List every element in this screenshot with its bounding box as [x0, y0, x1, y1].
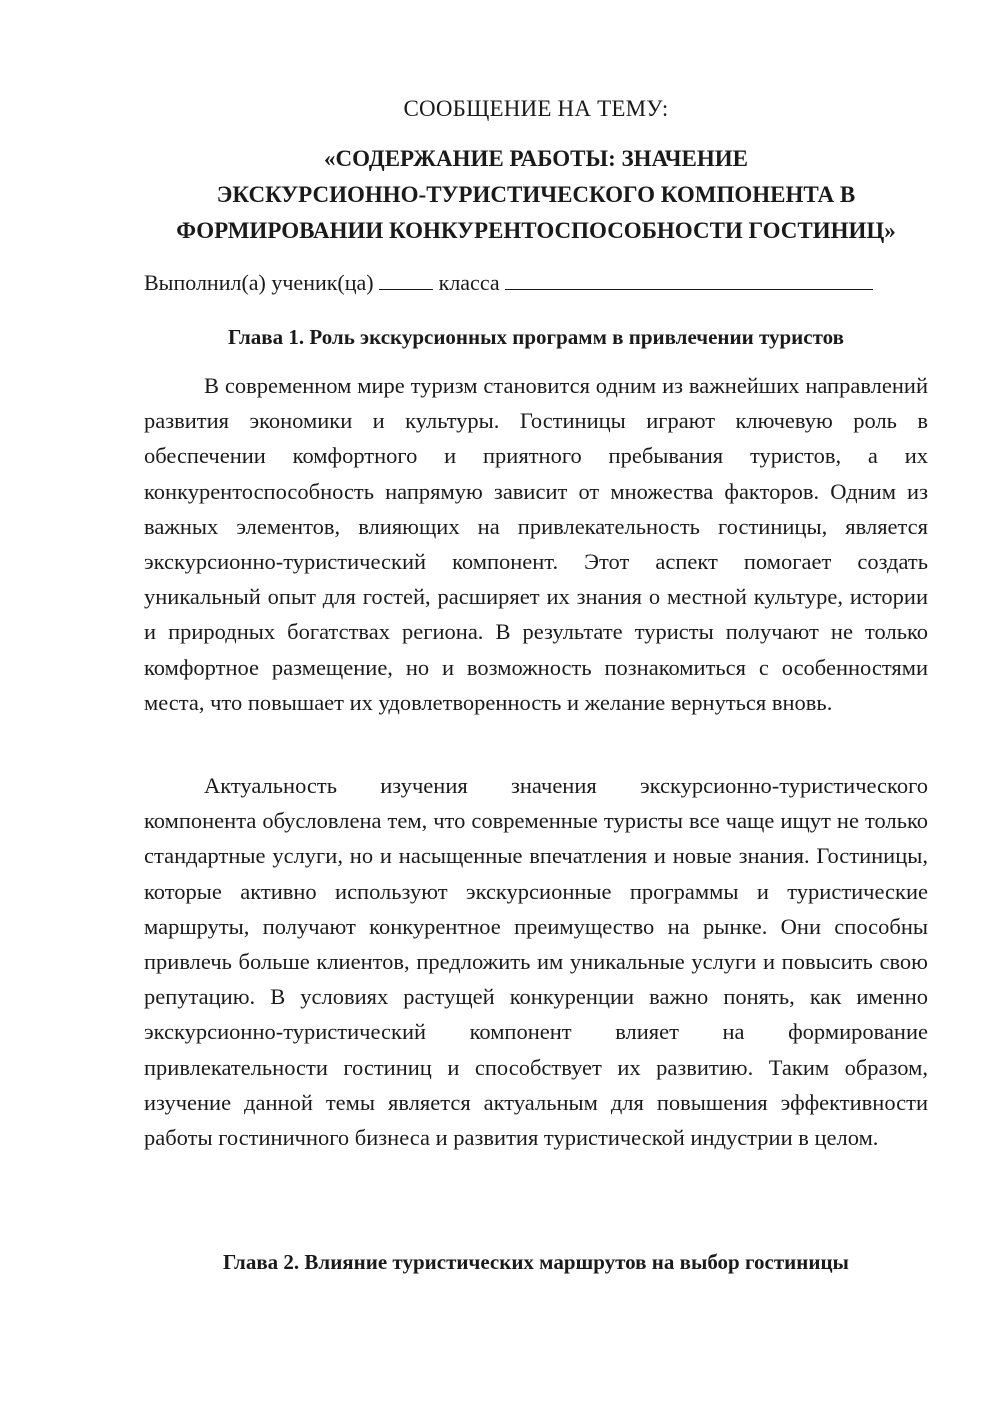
title-line: ФОРМИРОВАНИИ КОНКУРЕНТОСПОСОБНОСТИ ГОСТИНИЦ» — [176, 218, 896, 243]
title-line: «СОДЕРЖАНИЕ РАБОТЫ: ЗНАЧЕНИЕ — [324, 146, 748, 171]
title-line: ЭКСКУРСИОННО-ТУРИСТИЧЕСКОГО КОМПОНЕНТА В — [216, 182, 856, 207]
document-title — [144, 141, 928, 249]
author-byline — [144, 268, 928, 298]
byline-class-label: класса — [438, 270, 500, 295]
paragraph-2: Актуальность изучения значения экскурсионно-туристического компонента обусловлена тем, что современные туристы все чаще ищут не только стандартные услуги, но и насыщенные впечатления и новые знания. Гостиницы, которые активно используют экскурсионные программы и туристические маршруты, получают конкурентное преимущество на рынке. Они способны привлечь больше клиентов, предложить им уникальные услуги и повысить свою репутацию. В условиях растущей конкуренции важно понять, как именно экскурсионно-туристический компонент влияет на формирование привлекательности гостиниц и способствует их развитию. Таким образом, изучение данной темы является актуальным для повышения эффективности работы гостиничного бизнеса и развития туристической индустрии в целом. — [144, 773, 928, 1151]
chapter-2-title: Глава 2. Влияние туристических маршрутов на выбор гостиницы — [223, 1250, 849, 1274]
byline-prefix: Выполнил(а) ученик(ца) — [144, 270, 374, 295]
document-heading: СООБЩЕНИЕ НА ТЕМУ: — [403, 96, 669, 121]
class-blank-line — [379, 269, 433, 290]
name-blank-line — [505, 269, 873, 290]
paragraph-1: В современном мире туризм становится одним из важнейших направлений развития экономики и культуры. Гостиницы играют ключевую роль в обеспечении комфортного и приятного пребывания туристов, а их конкурентоспособность напрямую зависит от множества факторов. Одним из важных элементов, влияющих на привлекательность гостиницы, является экскурсионно-туристический компонент. Этот аспект помогает создать уникальный опыт для гостей, расширяет их знания о местной культуре, истории и природных богатствах региона. В результате туристы получают не только комфортное размещение, но и возможность познакомиться с особенностями места, что повышает их удовлетворенность и желание вернуться вновь. — [144, 373, 928, 715]
chapter-1-title: Глава 1. Роль экскурсионных программ в привлечении туристов — [228, 325, 844, 349]
